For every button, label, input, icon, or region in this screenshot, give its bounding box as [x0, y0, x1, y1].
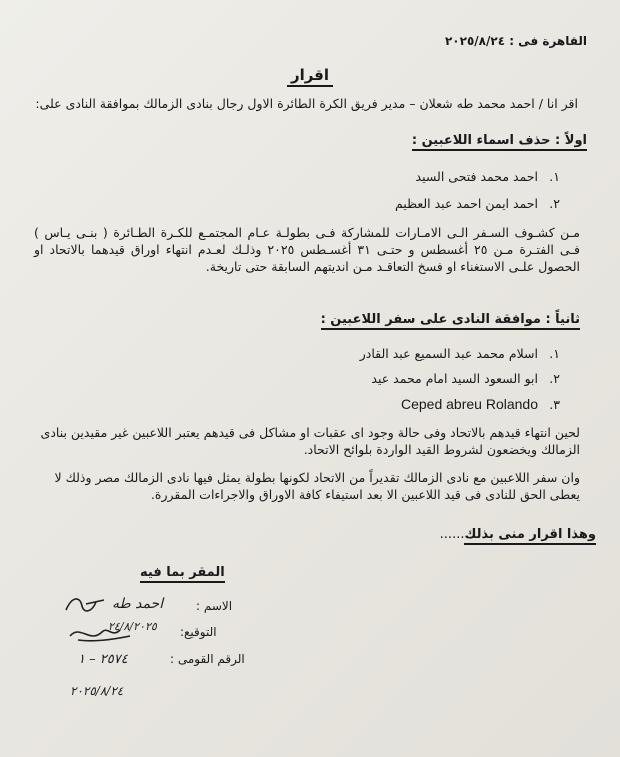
list-number: ١. — [549, 346, 560, 361]
national-id-label: الرقم القومى : — [170, 652, 245, 666]
section2-heading — [321, 312, 580, 327]
player-name: احمد ايمن احمد عبد العظيم — [394, 196, 538, 211]
closing-dots: ...... — [439, 527, 465, 542]
name-scrawl-mark — [62, 592, 110, 618]
document-title-text: اقرار — [287, 66, 333, 87]
handwritten-national-id: ٢٥٧٤ – ١ — [78, 652, 128, 667]
document-title — [0, 66, 620, 84]
handwritten-signature-date: ٢٤/٨/٢٠٢٥ — [108, 620, 157, 633]
section2-player-3 — [401, 396, 560, 412]
section1-player-2 — [395, 196, 560, 211]
list-number: ٣. — [549, 397, 560, 412]
list-number: ٢. — [549, 371, 560, 386]
list-number: ٢. — [549, 196, 560, 211]
section2-player-1 — [360, 346, 560, 361]
player-name: اسلام محمد عبد السميع عبد القادر — [359, 346, 538, 361]
handwritten-name: احمد طه — [112, 596, 164, 612]
section1-heading — [412, 133, 587, 148]
section1-player-1 — [416, 169, 560, 184]
section2-number: ثانياً : — [545, 312, 580, 327]
section1-number: اولاً : — [555, 133, 587, 148]
section1-title: حذف اسماء اللاعبين : — [411, 133, 551, 148]
section1-paragraph: مـن كشـوف السـفر الـى الامـارات للمشاركة فـى بطولـة عـام المجتمـع للكـرة الطـائرة ( بنـى يـاس ) فـى الفتـرة مـن ٢٥ أغسطس و حتـى ٣١ أغسـطس ٢٠٢٥ وذلـك لعـدم انتهاء اوراق قيدهما بالاتحاد او الحصول علـى الاستغناء او فسخ التعاقـد مـن انديتهم السابقة حتى تاريخة. — [34, 225, 580, 274]
closing-text: وهذا اقرار منى بذلك — [464, 527, 596, 545]
player-name: Ceped abreu Rolando — [401, 396, 538, 412]
player-name: ابو السعود السيد امام محمد عيد — [371, 371, 538, 386]
name-label: الاسم : — [196, 599, 233, 613]
city-date-line: القاهرة فى : ٢٠٢٥/٨/٢٤ — [444, 34, 587, 48]
section2-title: موافقة النادى على سفر اللاعبين : — [320, 312, 541, 327]
handwritten-date: ٢٠٢٥/٨/٢٤ — [70, 684, 124, 698]
signer-heading-text: المقر بما فيه — [140, 565, 225, 583]
list-number: ١. — [549, 169, 560, 184]
section2-player-2 — [371, 371, 560, 386]
intro-statement: اقر انا / احمد محمد طه شعلان – مدير فريق الكرة الطائرة الاول رجال بنادى الزمالك بموافقة النادى على: — [35, 96, 578, 111]
closing-statement — [440, 527, 596, 542]
player-name: احمد محمد فتحى السيد — [415, 169, 538, 184]
signature-label: التوقيع: — [180, 625, 217, 639]
registration-paragraph: لحين انتهاء قيدهم بالاتحاد وفى حالة وجود اى عقبات او مشاكل فى قيدهم يعتبر اللاعبين غير مقيدين بنادى الزمالك ويخضعون لشروط القيد الواردة بلوائح الاتحاد. — [40, 425, 580, 457]
signer-heading — [140, 565, 225, 580]
travel-paragraph: وان سفر اللاعبين مع نادى الزمالك تقديراً من الاتحاد لكونها بطولة يمثل فيها نادى الزمالك مصر وذلك لا يعطى الحق للنادى فى قيد اللاعبين الا بعد استيفاء كافة الاوراق والاجراءات المقررة. — [54, 470, 580, 502]
